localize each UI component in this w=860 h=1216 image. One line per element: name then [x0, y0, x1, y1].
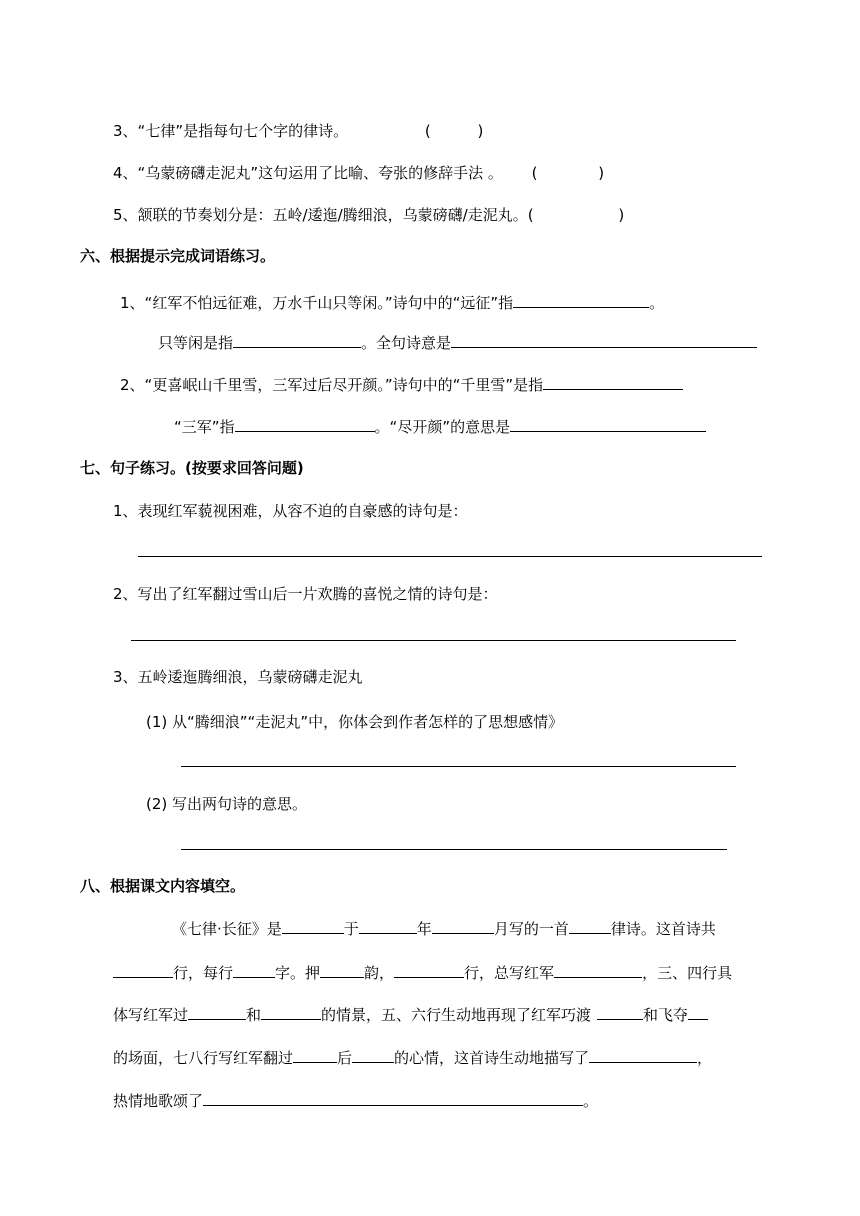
answer-blank[interactable]: [543, 374, 683, 390]
sentence-question-3: 3、五岭逶迤腾细浪，乌蒙磅礴走泥丸: [113, 668, 363, 686]
section-7-heading: 七、句子练习。(按要求回答问题): [80, 459, 304, 477]
fill-paragraph-line-3: [113, 1004, 708, 1025]
answer-blank[interactable]: [203, 1090, 583, 1106]
question-text: 只等闲是指: [158, 334, 234, 352]
answer-blank[interactable]: [432, 918, 494, 934]
answer-line[interactable]: [181, 766, 736, 767]
answer-paren-close: ): [618, 206, 625, 224]
paragraph-text: 字。押: [275, 964, 321, 982]
paragraph-text: 律诗。这首诗共: [610, 920, 716, 938]
section-8-heading: 八、根据课文内容填空。: [80, 877, 246, 895]
paragraph-text: 月写的一首: [493, 920, 569, 938]
paragraph-text: 和: [246, 1006, 262, 1024]
fill-paragraph-line-5: [113, 1090, 598, 1111]
answer-blank[interactable]: [293, 1047, 337, 1063]
true-false-item-3: [113, 121, 483, 141]
answer-line[interactable]: [131, 640, 736, 641]
answer-blank[interactable]: [554, 962, 642, 978]
answer-paren-close: ): [477, 122, 484, 140]
answer-blank[interactable]: [394, 962, 464, 978]
paragraph-text: ，三、四行具: [642, 964, 733, 982]
fill-paragraph-line-4: [113, 1047, 712, 1068]
item-text: 3、“七律”是指每句七个字的律诗。: [113, 122, 349, 140]
sentence-question-2: 2、写出了红军翻过雪山后一片欢腾的喜悦之情的诗句是：: [113, 585, 498, 603]
answer-blank[interactable]: [688, 1004, 708, 1020]
period: 。: [649, 294, 665, 312]
vocab-question-1-line-2: [158, 332, 757, 353]
paragraph-text: 行，每行: [173, 964, 234, 982]
answer-paren-open: (: [424, 122, 431, 140]
paragraph-text: 于: [343, 920, 359, 938]
question-text: 。“尽开颜”的意思是: [374, 418, 511, 436]
question-text: “三军”指: [174, 418, 235, 436]
question-text: 2、“更喜岷山千里雪，三军过后尽开颜。”诗句中的“千里雪”是指: [120, 376, 544, 394]
answer-blank[interactable]: [569, 918, 611, 934]
paragraph-text: 《七律·长征》是: [172, 920, 282, 938]
item-text: 5、颔联的节奏划分是：五岭/逶迤/腾细浪，乌蒙磅礴/走泥丸。(: [113, 206, 534, 224]
answer-blank[interactable]: [320, 962, 364, 978]
paragraph-text: 热情地歌颂了: [113, 1092, 204, 1110]
sentence-question-1: 1、表现红军藐视困难，从容不迫的自豪感的诗句是：: [113, 502, 468, 520]
fill-paragraph-line-2: [113, 962, 732, 983]
paragraph-text: ，: [697, 1049, 713, 1067]
answer-paren-open: (: [531, 164, 538, 182]
answer-blank[interactable]: [261, 1004, 321, 1020]
answer-blank[interactable]: [235, 416, 375, 432]
paragraph-text: 的场面，七八行写红军翻过: [113, 1049, 294, 1067]
paragraph-text: 和飞夺: [643, 1006, 689, 1024]
answer-paren-close: ): [598, 164, 605, 182]
section-6-heading: 六、根据提示完成词语练习。: [80, 247, 276, 265]
paragraph-text: 的心情，这首诗生动地描写了: [394, 1049, 590, 1067]
paragraph-text: 行，总写红军: [464, 964, 555, 982]
answer-blank[interactable]: [589, 1047, 697, 1063]
vocab-question-2-line-2: [174, 416, 706, 437]
answer-line[interactable]: [138, 556, 762, 557]
paragraph-text: 的情景，五、六行生动地再现了红军巧渡: [321, 1006, 592, 1024]
answer-blank[interactable]: [352, 1047, 394, 1063]
item-text: 4、“乌蒙磅礴走泥丸”这句运用了比喻、夸张的修辞手法 。: [113, 164, 503, 182]
fill-paragraph-line-1: [172, 918, 716, 939]
answer-blank[interactable]: [359, 918, 417, 934]
true-false-item-4: [113, 163, 604, 183]
paragraph-text: 后: [337, 1049, 353, 1067]
answer-blank[interactable]: [113, 962, 173, 978]
answer-blank[interactable]: [233, 962, 275, 978]
answer-blank[interactable]: [233, 332, 361, 348]
true-false-item-5: [113, 205, 624, 225]
answer-line[interactable]: [181, 849, 727, 850]
answer-blank[interactable]: [282, 918, 344, 934]
vocab-question-2-line-1: [120, 374, 683, 395]
question-text: 1、“红军不怕远征难，万水千山只等闲。”诗句中的“远征”指: [120, 294, 514, 312]
answer-blank[interactable]: [510, 416, 706, 432]
paragraph-text: 。: [583, 1092, 599, 1110]
paragraph-text: 体写红军过: [113, 1006, 189, 1024]
answer-blank[interactable]: [451, 332, 757, 348]
question-text: 。全句诗意是: [361, 334, 452, 352]
paragraph-text: 韵，: [364, 964, 395, 982]
paragraph-text: 年: [416, 920, 432, 938]
answer-blank[interactable]: [188, 1004, 246, 1020]
sentence-question-3-sub-1: (1) 从“腾细浪”“走泥丸”中，你体会到作者怎样的了思想感情》: [146, 713, 564, 731]
vocab-question-1-line-1: [120, 292, 664, 313]
answer-blank[interactable]: [513, 292, 649, 308]
sentence-question-3-sub-2: (2) 写出两句诗的意思。: [146, 795, 308, 813]
answer-blank[interactable]: [597, 1004, 643, 1020]
